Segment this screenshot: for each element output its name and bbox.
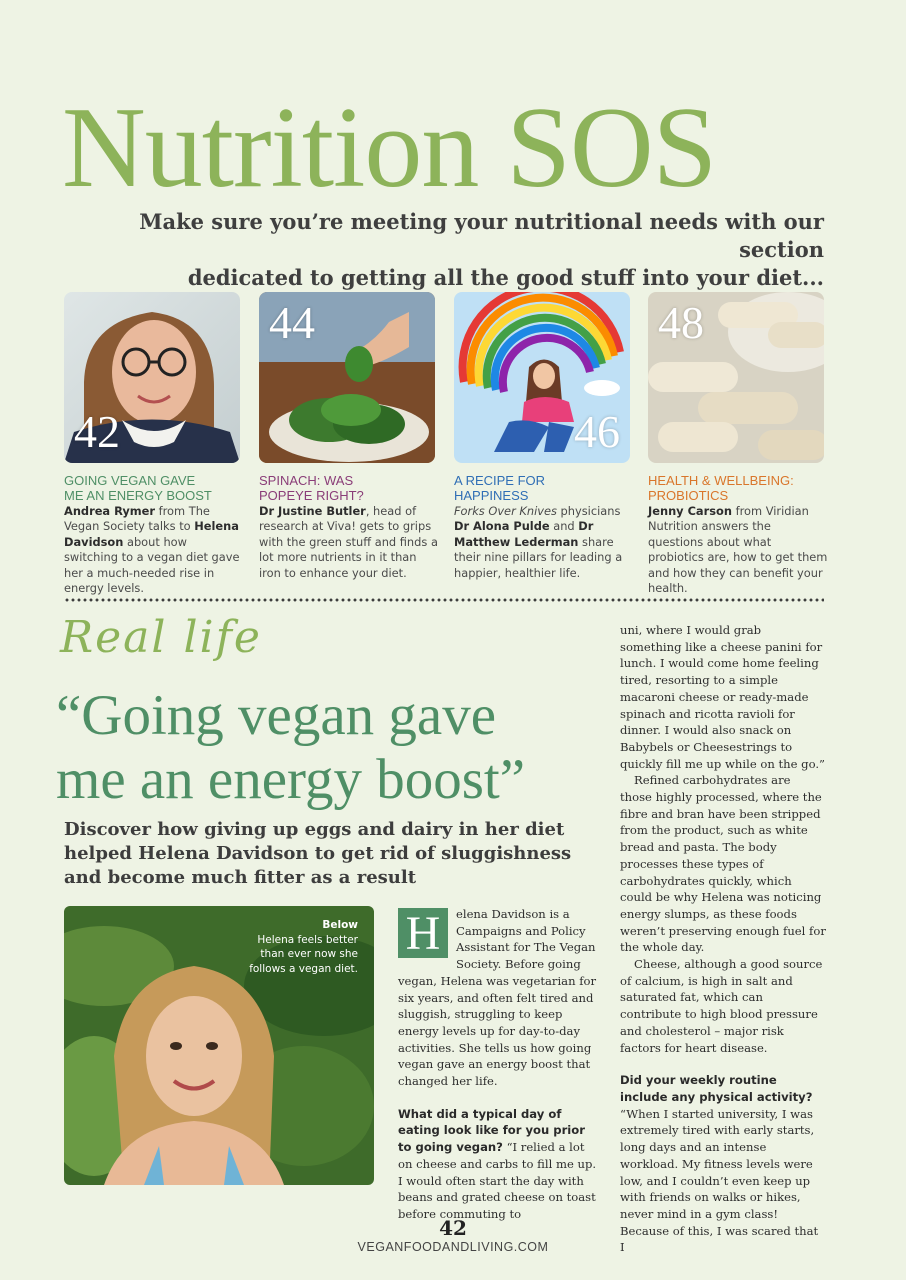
body-paragraph: Refined carbohydrates are those highly processed, where the fibre and bran have been stripped from the product, such as white bread and pasta. The body processes these types of carbohydrates quickly, which could be why Helena was noticing energy slumps, as these foods weren’t preserving enough fuel for the whole day. bbox=[620, 773, 826, 955]
qa-paragraph: What did a typical day of eating look like for you prior to going vegan? “I relied a lot on cheese and carbs to fill me up. I would often start the day with beans and grated cheese on toast before commuting to bbox=[398, 1106, 597, 1221]
article-column-2 bbox=[620, 622, 826, 1256]
drop-cap: H bbox=[398, 908, 448, 958]
teaser-page-number: 42 bbox=[74, 406, 120, 457]
website-url[interactable]: VEGANFOODANDLIVING.COM bbox=[357, 1240, 549, 1254]
teaser-heading[interactable]: SPINACH: WAS POPEYE RIGHT? bbox=[259, 473, 364, 503]
teaser-page-number: 44 bbox=[269, 297, 315, 348]
teaser-heading[interactable]: HEALTH & WELLBEING: PROBIOTICS bbox=[648, 473, 794, 503]
article-standfirst: Discover how giving up eggs and dairy in her diet helped Helena Davidson to get rid of sluggishness and become much fitter as a result bbox=[64, 819, 572, 888]
body-paragraph: Cheese, although a good source of calcium, is high in salt and saturated fat, which can contribute to high blood pressure and cholesterol – major risk factors for heart disease. bbox=[620, 957, 823, 1055]
section-kicker: Real life bbox=[60, 612, 262, 663]
teaser-image-probiotics[interactable] bbox=[648, 292, 824, 463]
article-headline: “Going vegan gave me an energy boost” bbox=[56, 684, 526, 811]
dotted-divider bbox=[64, 598, 824, 602]
teaser-text-4: HEALTH & WELLBEING: PROBIOTICS Jenny Carson from Viridian Nutrition answers the questions about what probiotics are, how to get them and how they can benefit your health. bbox=[648, 473, 828, 596]
teaser-image-rainbow[interactable] bbox=[454, 292, 630, 463]
article-column-1 bbox=[398, 906, 602, 1223]
page-title: Nutrition SOS bbox=[62, 84, 717, 212]
teaser-page-number: 48 bbox=[658, 297, 704, 348]
section-subtitle: Make sure you’re meeting your nutritional needs with our section dedicated to getting all the good stuff into your diet... bbox=[139, 209, 824, 290]
teaser-image-spinach[interactable] bbox=[259, 292, 435, 463]
teaser-image-andrea-rymer[interactable] bbox=[64, 292, 240, 463]
helena-photo bbox=[64, 906, 374, 1185]
photo-caption: Below Helena feels better than ever now she follows a vegan diet. bbox=[249, 919, 358, 975]
teaser-text-3: A RECIPE FOR HAPPINESS Forks Over Knives physicians Dr Alona Pulde and Dr Matthew Lederman share their nine pillars for leading a happier, healthier life. bbox=[454, 473, 634, 581]
teaser-text-1: GOING VEGAN GAVE ME AN ENERGY BOOST Andrea Rymer from The Vegan Society talks to Helena Davidson about how switching to a vegan diet gave her a much-needed rise in energy levels. bbox=[64, 473, 244, 596]
teaser-page-number: 46 bbox=[574, 406, 620, 457]
teaser-heading[interactable]: A RECIPE FOR HAPPINESS bbox=[454, 473, 546, 503]
body-paragraph: uni, where I would grab something like a cheese panini for lunch. I would come home feeling tired, resorting to a simple macaroni cheese or ready-made spinach and ricotta ravioli for dinner. I would also snack on Babybels or Cheesestrings to quickly fill me up while on the go.” bbox=[620, 623, 825, 771]
page-number: 42 bbox=[439, 1216, 467, 1240]
intro-paragraph: elena Davidson is a Campaigns and Policy Assistant for The Vegan Society. Before going vegan, Helena was vegetarian for six years, and often felt tired and sluggish, struggling to keep energy levels up for day-to-day activities. She tells us how going vegan gave an energy boost that changed her life. bbox=[398, 907, 597, 1089]
teaser-heading[interactable]: GOING VEGAN GAVE ME AN ENERGY BOOST bbox=[64, 473, 212, 503]
teaser-text-2: SPINACH: WAS POPEYE RIGHT? Dr Justine Butler, head of research at Viva! gets to grips with the green stuff and finds a lot more nutrients in it than iron to enhance your diet. bbox=[259, 473, 438, 580]
qa-paragraph: Did your weekly routine include any physical activity? “When I started university, I was extremely tired with early starts, long days and an intense workload. My fitness levels were low, and I couldn’t even keep up with friends on walks or hikes, never mind in a gym class! Because of this, I was scared that I bbox=[620, 1073, 819, 1255]
